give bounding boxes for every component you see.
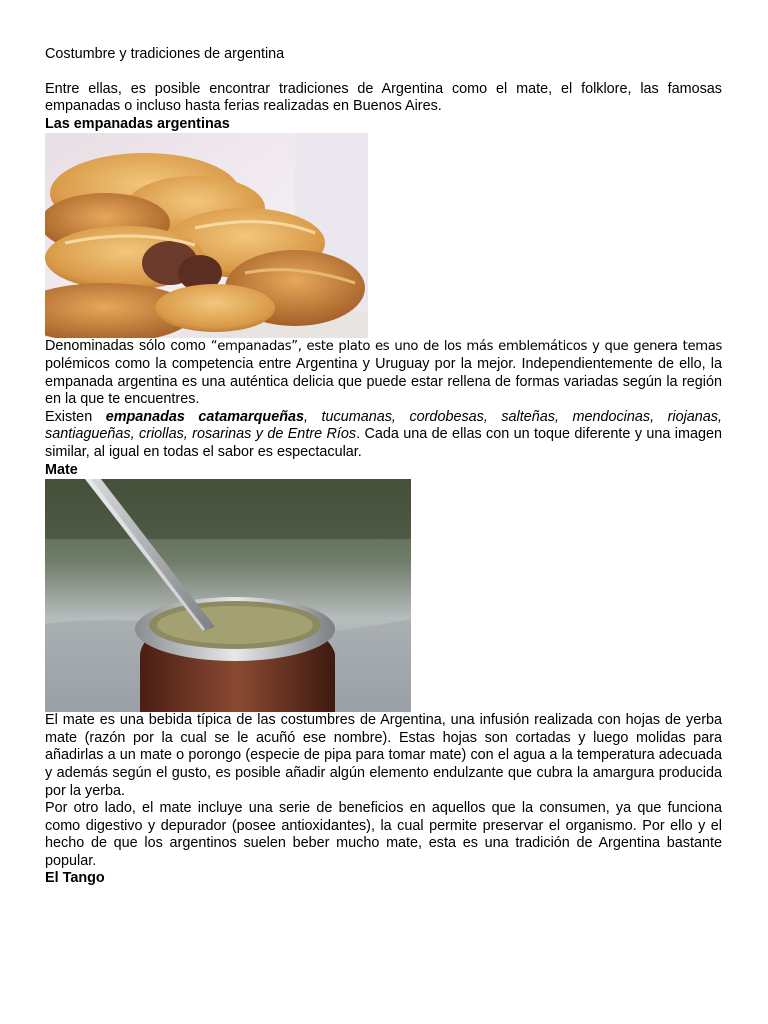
empanadas-p1-lead: Denominadas sólo como <box>45 338 206 355</box>
empanadas-p1-quote: “empanadas”, este plato es uno de los más emblemáticos y que genera temas <box>205 339 722 355</box>
mate-paragraph-1: El mate es una bebida típica de las costumbres de Argentina, una infusión realizada con hojas de yerba mate (razón por la cual se le acuñó ese nombre). Estas hojas son cortadas y luego molidas para añadirlas a un mate o porongo (especie de pipa para tomar mate) con el agua a la temperatura adecuada y además según el gusto, es posible añadir algún elemento endulzante que cubra la amargura producida por la yerba. <box>45 712 722 799</box>
empanadas-photo <box>45 133 368 338</box>
empanadas-paragraph-1 <box>45 338 722 408</box>
mate-paragraph-2: Por otro lado, el mate incluye una serie de beneficios en aquellos que la consumen, ya que funciona como digestivo y depurador (posee antioxidantes), la cual permite preservar el organismo. Por ello y el hecho de que los argentinos suelen beber mucho mate, esta es una tradición de Argentina bastante popular. <box>45 800 722 869</box>
intro-paragraph: Entre ellas, es posible encontrar tradiciones de Argentina como el mate, el folklore, las famosas empanadas o incluso hasta ferias realizadas en Buenos Aires. <box>45 80 722 115</box>
heading-empanadas: Las empanadas argentinas <box>45 115 230 132</box>
heading-mate: Mate <box>45 461 78 478</box>
empanadas-p2-rest: . Cada una de ellas con un toque diferente y una imagen similar, al igual en todas el sabor es espectacular. <box>45 426 722 460</box>
document-title: Costumbre y tradiciones de argentina <box>45 46 285 62</box>
empanadas-p2-lead: Existen <box>45 408 106 425</box>
heading-tango: El Tango <box>45 870 105 887</box>
empanadas-p1-rest: polémicos como la competencia entre Argentina y Uruguay por la mejor. Independientemente de ello, la empanada argentina es una auténtica delicia que puede estar rellena de formas variadas según la región en la que te encuentres. <box>45 355 722 408</box>
document-page <box>45 46 722 888</box>
mate-photo <box>45 479 411 712</box>
empanadas-p2-bold: empanadas catamarqueñas <box>105 408 305 425</box>
empanadas-p2-italic: , tucumanas, cordobesas, salteñas, mendocinas, riojanas, santiagueñas, criollas, rosarinas y de Entre Ríos <box>45 408 722 443</box>
empanadas-paragraph-2 <box>45 409 722 462</box>
